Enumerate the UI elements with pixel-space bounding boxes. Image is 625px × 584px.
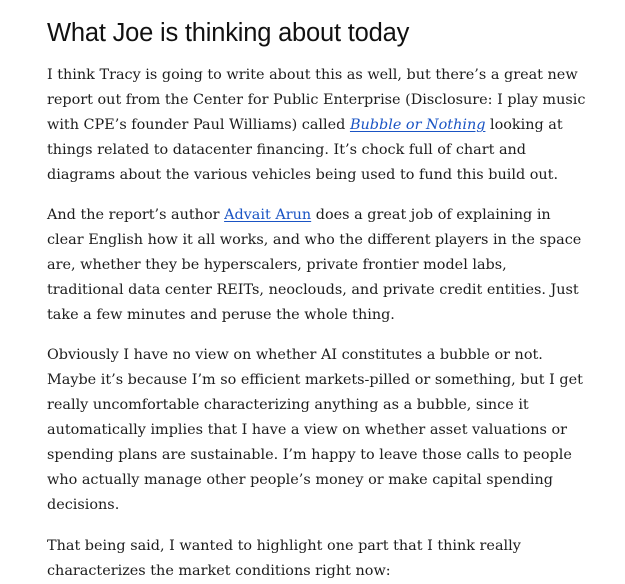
paragraph-text: And the report’s author: [47, 207, 225, 223]
article-title: What Joe is thinking about today: [47, 19, 410, 47]
paragraph-author: [47, 203, 587, 328]
paragraph-text: looking at things related to datacenter financing. It’s chock full of chart and diagrams about the various vehicles being used to fund this build out.: [47, 117, 563, 183]
bubble-or-nothing-link[interactable]: Bubble or Nothing: [349, 117, 486, 133]
paragraph-report-intro: [47, 63, 587, 188]
paragraph-bubble-view: Obviously I have no view on whether AI constitutes a bubble or not. Maybe it’s because I’m so efficient markets-pilled or something, but I get really uncomfortable characterizing anything as a bubble, since it automatically implies that I have a view on whether asset valuations or spending plans are sustainable. I’m happy to leave those calls to people who actually manage other people’s money or make capital spending decisions.: [47, 347, 583, 513]
advait-arun-link[interactable]: Advait Arun: [224, 207, 312, 223]
paragraph-highlight: That being said, I wanted to highlight one part that I think really characterizes the market conditions right now:: [47, 538, 521, 579]
paragraph-text: does a great job of explaining in clear English how it all works, and who the different players in the space are, whether they be hyperscalers, private frontier model labs, traditional data center REITs, neoclouds, and private credit entities. Just take a few minutes and peruse the whole thing.: [47, 207, 582, 323]
paragraph-text: I think Tracy is going to write about this as well, but there’s a great new report out from the Center for Public Enterprise (Disclosure: I play music with CPE’s founder Paul Williams) called: [47, 67, 586, 133]
article-body: [47, 0, 587, 584]
